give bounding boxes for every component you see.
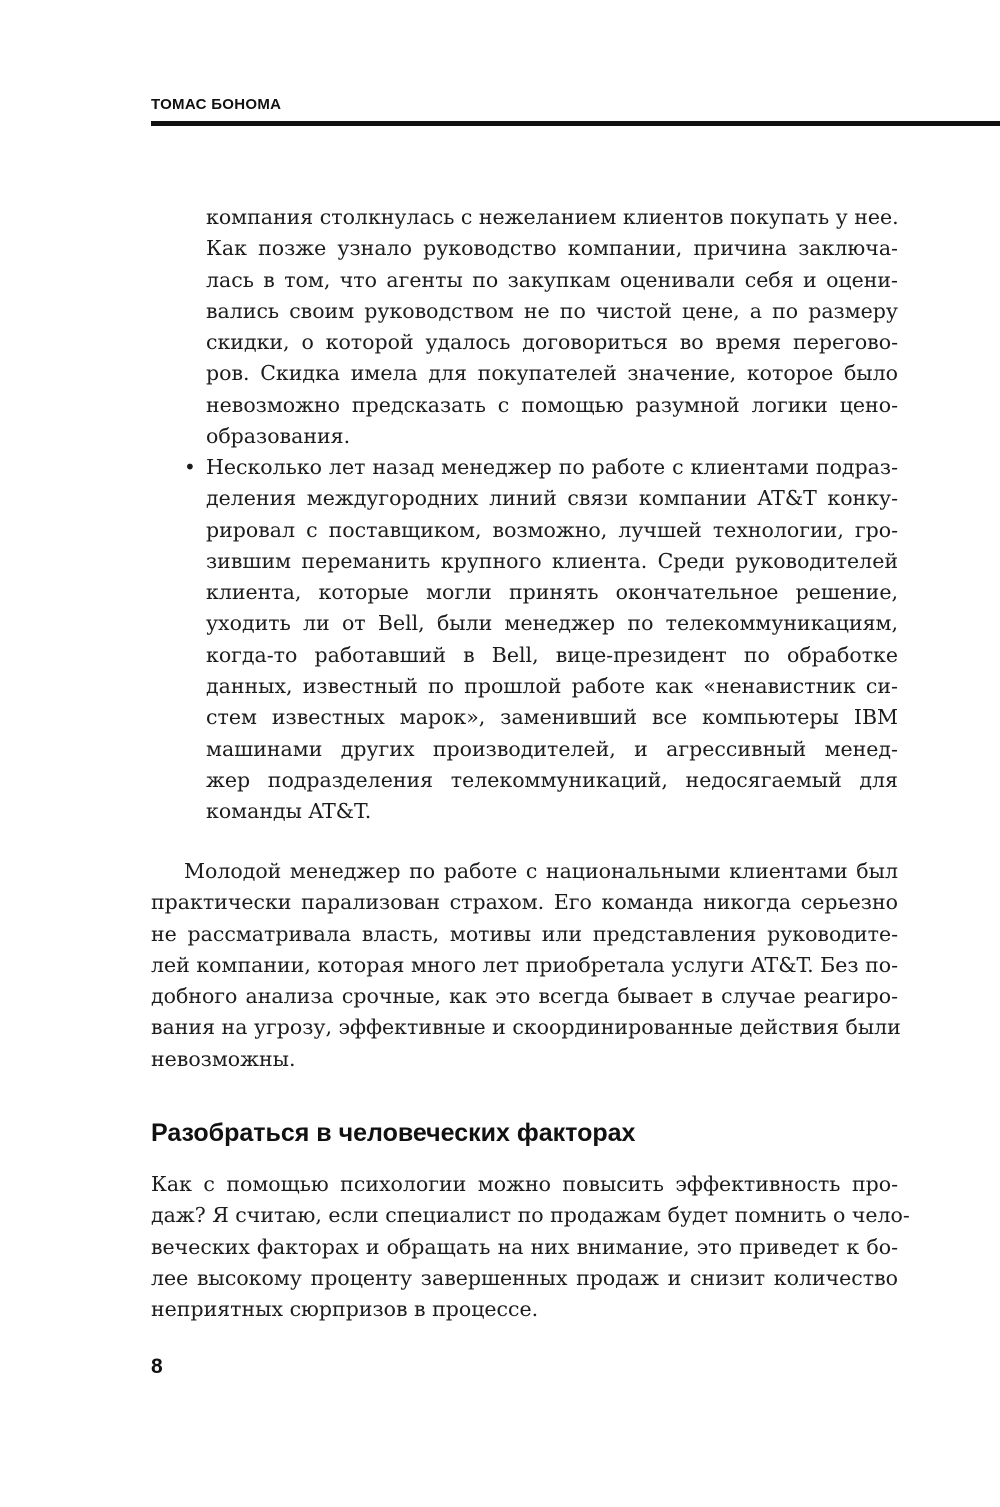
text-line: когда-то работавший в Bell, вице-президент по обработке	[206, 642, 898, 667]
continued-list-item	[206, 202, 898, 452]
running-head-title: ТОМАС БОНОМА	[151, 96, 282, 113]
body-paragraph	[151, 1169, 910, 1325]
text-line: рировал с поставщиком, возможно, лучшей технологии, гро-	[206, 517, 898, 542]
text-line: деления междугородних линий связи компании AT&T конку-	[206, 486, 898, 511]
text-line: добного анализа срочные, как это всегда бывает в случае реагиро-	[151, 984, 898, 1009]
text-line: Несколько лет назад менеджер по работе с клиентами подраз-	[206, 455, 898, 479]
text-line: практически парализован страхом. Его команда никогда серьезно	[151, 890, 898, 915]
text-line: Молодой менеджер по работе с национальными клиентами был	[184, 859, 898, 883]
text-line: невозможны.	[151, 1046, 296, 1071]
header-rule	[151, 121, 1000, 126]
text-line: Как позже узнало руководство компании, причина заключа-	[206, 236, 898, 261]
text-line: Как с помощью психологии можно повысить эффективность про-	[151, 1172, 898, 1196]
text-line: клиента, которые могли принять окончательное решение,	[206, 580, 898, 605]
text-line: даж? Я считаю, если специалист по продажам будет помнить о чело-	[151, 1203, 910, 1228]
text-line: данных, известный по прошлой работе как «ненавистник си-	[206, 674, 898, 699]
text-line: компания столкнулась с нежеланием клиентов покупать у нее.	[206, 205, 899, 229]
bullet-marker: •	[184, 455, 196, 479]
text-line: уходить ли от Bell, были менеджер по телекоммуникациям,	[206, 611, 898, 636]
text-line: лей компании, которая много лет приобретала услуги AT&T. Без по-	[151, 952, 898, 977]
page-number: 8	[151, 1355, 163, 1378]
text-line: ров. Скидка имела для покупателей значение, которое было	[206, 361, 898, 386]
text-line: образования.	[206, 424, 351, 449]
text-line: зившим переманить крупного клиента. Среди руководителей	[206, 548, 898, 573]
text-line: лась в том, что агенты по закупкам оценивали себя и оцени-	[206, 267, 898, 292]
text-line: веческих факторах и обращать на них внимание, это приведет к бо-	[151, 1234, 898, 1259]
text-line: лее высокому проценту завершенных продаж и снизит количество	[151, 1265, 898, 1290]
text-line: команды AT&T.	[206, 799, 372, 824]
bullet-list-item	[206, 452, 898, 828]
text-line: не рассматривала власть, мотивы или представления руководите-	[151, 921, 898, 946]
body-paragraph	[151, 856, 901, 1075]
section-heading: Разобраться в человеческих факторах	[151, 1119, 636, 1147]
text-line: невозможно предсказать с помощью разумной логики цено-	[206, 392, 898, 417]
text-line: машинами других производителей, и агрессивный менед-	[206, 736, 898, 761]
text-line: вались своим руководством не по чистой цене, а по размеру	[206, 298, 898, 323]
text-line: неприятных сюрпризов в процессе.	[151, 1297, 539, 1322]
text-line: вания на угрозу, эффективные и скоординированные действия были	[151, 1015, 901, 1040]
text-line: стем известных марок», заменивший все компьютеры IBM	[206, 705, 898, 730]
text-line: скидки, о которой удалось договориться во время перегово-	[206, 330, 898, 355]
text-line: жер подразделения телекоммуникаций, недосягаемый для	[206, 767, 898, 792]
